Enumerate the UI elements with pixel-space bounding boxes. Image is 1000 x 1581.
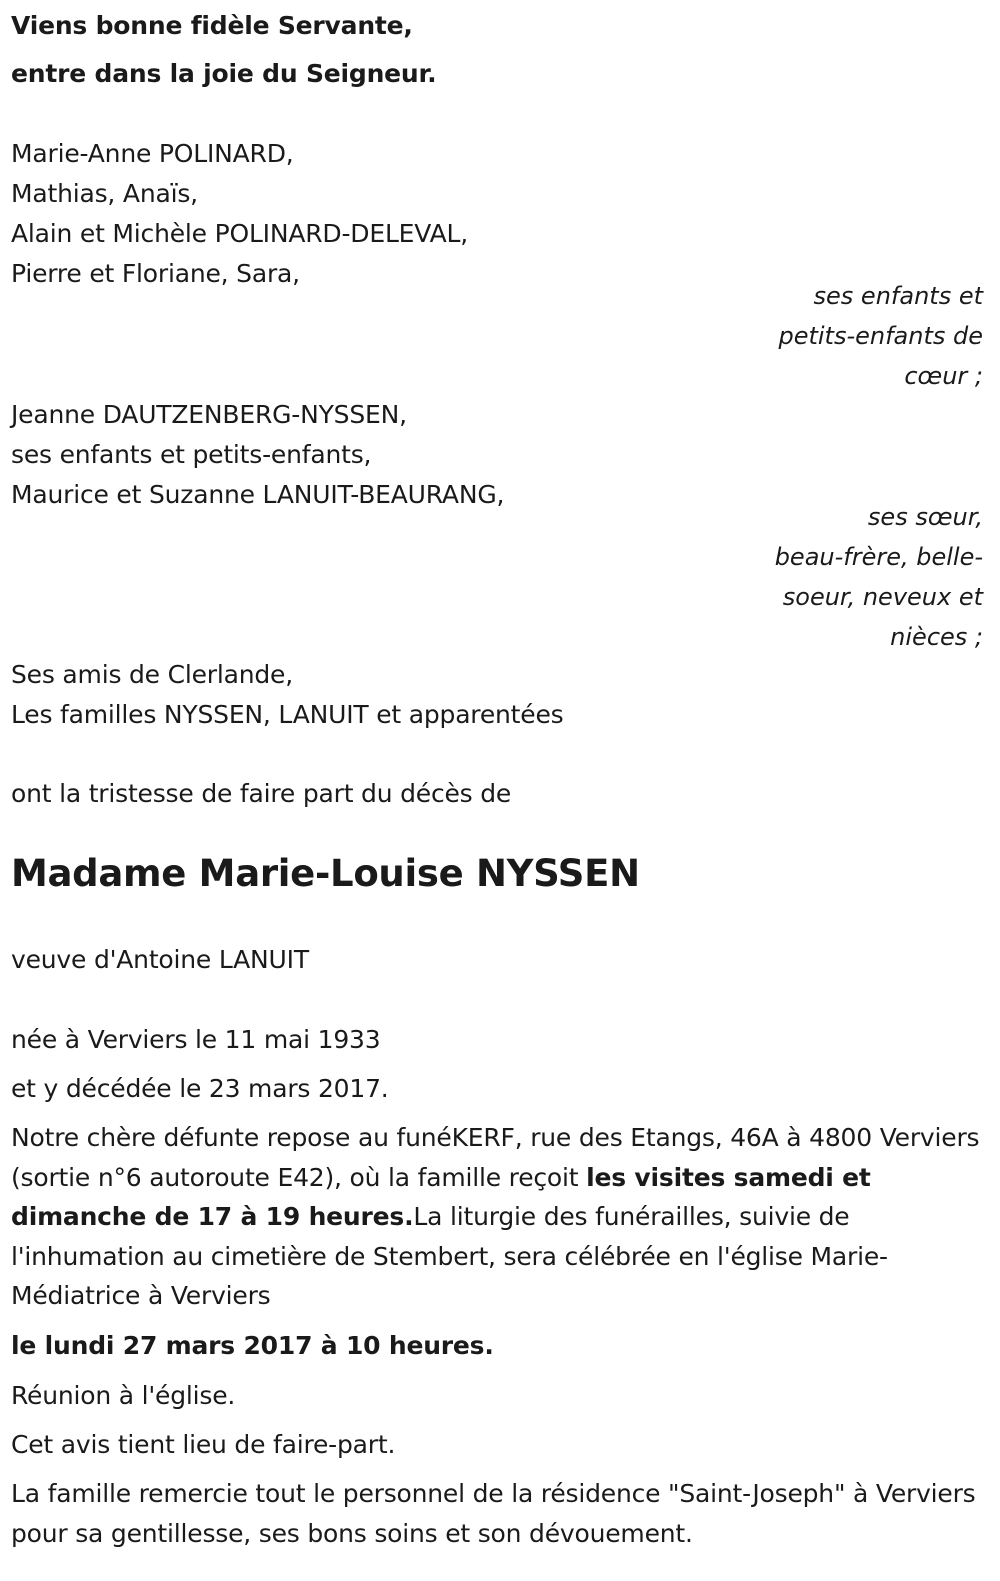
family-name: Pierre et Floriane, Sara, [11,259,300,288]
family-group-3 [11,655,563,735]
relation-line: ses enfants et [813,282,983,310]
relation-line: nièces ; [890,623,983,651]
deceased-name: Madame Marie-Louise NYSSEN [11,852,640,895]
relation-line: beau-frère, belle- [774,543,983,571]
death-info: et y décédée le 23 mars 2017. [11,1074,389,1103]
details-text-before: Notre chère défunte repose au funéKERF, rue des Etangs, 46A à 4800 Verviers (sortie n°6 autoroute E42), où la famille reçoit [11,1123,980,1192]
family-group-2 [11,395,504,515]
relation-group-2 [663,497,983,657]
header-line-2: entre dans la joie du Seigneur. [11,59,437,88]
header-line-1: Viens bonne fidèle Servante, [11,11,413,40]
widow-of: veuve d'Antoine LANUIT [11,945,309,974]
family-name: Marie-Anne POLINARD, [11,139,294,168]
family-name: Alain et Michèle POLINARD-DELEVAL, [11,219,468,248]
funeral-date: le lundi 27 mars 2017 à 10 heures. [11,1331,494,1360]
details-paragraph [11,1118,983,1316]
details-text-after: La liturgie des funérailles, suivie de l'inhumation au cimetière de Stembert, sera célébrée en l'église Marie-Médiatrice à Verviers [11,1202,888,1311]
birth-info: née à Verviers le 11 mai 1933 [11,1025,381,1054]
family-name: Ses amis de Clerlande, [11,660,293,689]
relation-line: ses sœur, [867,503,983,531]
meeting-info: Réunion à l'église. [11,1381,236,1410]
family-name: ses enfants et petits-enfants, [11,440,372,469]
relation-line: cœur ; [904,362,983,390]
family-name: Mathias, Anaïs, [11,179,198,208]
thanks-paragraph: La famille remercie tout le personnel de la résidence "Saint-Joseph" à Verviers pour sa gentillesse, ses bons soins et son dévouement. [11,1479,976,1548]
family-name: Les familles NYSSEN, LANUIT et apparentées [11,700,564,729]
relation-line: petits-enfants de [778,322,983,350]
relation-line: soeur, neveux et [782,583,983,611]
visits-hours: les visites samedi et dimanche de 17 à 19 heures. [11,1162,871,1232]
family-name: Jeanne DAUTZENBERG-NYSSEN, [11,400,407,429]
relation-group-1 [663,276,983,396]
announcement-text: ont la tristesse de faire part du décès de [11,779,512,808]
notice-text: Cet avis tient lieu de faire-part. [11,1430,396,1459]
family-group-1 [11,134,468,294]
family-name: Maurice et Suzanne LANUIT-BEAURANG, [11,480,505,509]
